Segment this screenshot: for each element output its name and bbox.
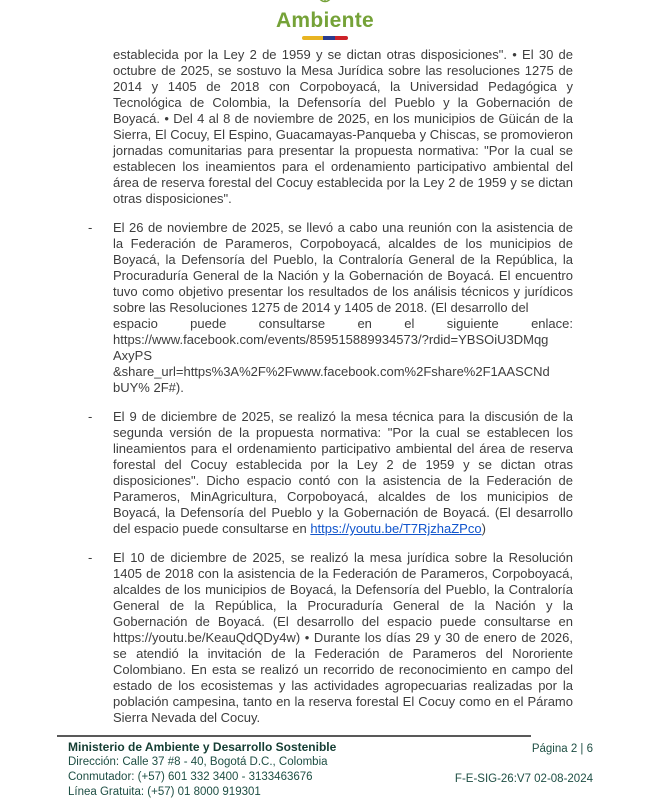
phone-line: Conmutador: (+57) 601 332 3400 - 3133463676: [68, 771, 313, 783]
list-item-november-26: [88, 220, 573, 396]
document-code: F-E-SIG-26:V7 02-08-2024: [454, 773, 593, 785]
paragraph-text-pre: El 9 de diciembre de 2025, se realizó la mesa técnica para la discusión de la segunda versión de la propuesta normativa: "Por la cual se establecen los lineamientos para el ordenamiento participativo ambiental del área de reserva forestal del Cocuy establecida por la Ley 2 de 1959 y se dictan otras disposiciones". Dicho espacio contó con la asistencia de la Federación de Parameros, MinAgricultura, Corpoboyacá, alcaldes de los municipios de Boyacá, la Defensoría del Pueblo y la Gobernación de Boyacá. (El desarrollo del espacio puede consultarse en: [113, 409, 573, 536]
youtube-link[interactable]: https://youtu.be/T7RjzhaZPco: [310, 521, 482, 536]
paragraph-text: El 26 de noviembre de 2025, se llevó a cabo una reunión con la asistencia de la Federación de Parameros, Corpoboyacá, alcaldes de los municipios de Boyacá, la Defensoría del Pueblo, la Contraloría General de la República, la Procuraduría General de la Nación y la Gobernación de Boyacá. El encuentro tuvo como objetivo presentar los resultados de los análisis técnicos y jurídicos sobre las Resoluciones 1275 de 2014 y 1405 de 2018. (El desarrollo del: [113, 220, 573, 315]
address-line: Dirección: Calle 37 #8 - 40, Bogotá D.C., Colombia: [68, 756, 328, 768]
bullet-dash-icon: -: [88, 409, 93, 424]
list-item-december-9: [88, 409, 573, 537]
paragraph-text: [113, 409, 573, 537]
paragraph-text: El 10 de diciembre de 2025, se realizó la mesa jurídica sobre la Resolución 1405 de 2018 con la asistencia de la Federación de Parameros, Corpoboyacá, alcaldes de los municipios de Boyacá, la Defensoría del Pueblo, la Contraloría General de la República, la Procuraduría General de la Nación y la Gobernación de Boyacá. (El desarrollo del espacio puede consultarse en https://youtu.be/KeauQdQDy4w) • Durante los días 29 y 30 de enero de 2026, se atendió la invitación de la Federación de Parameros del Nororiente Colombiano. En esta se realizó un recorrido de reconocimiento en campo del estado de los ecosistemas y las actividades agropecuarias realizadas por la población campesina, tanto en la reserva forestal El Cocuy como en el Páramo Sierra Nevada del Cocuy.: [113, 550, 573, 725]
ministry-name: Ministerio de Ambiente y Desarrollo Sostenible: [68, 740, 337, 754]
facebook-url-text-line-3: &share_url=https%3A%2F%2Fwww.facebook.com%2Fshare%2F1AASCNd: [113, 364, 550, 379]
document-body: [88, 47, 573, 726]
tree-emblem-icon: [0, 0, 650, 9]
footer-meta-block: [455, 742, 593, 787]
page-header: [0, 0, 650, 40]
facebook-url-text-line-2: AxyPS: [113, 348, 153, 363]
bullet-dash-icon: -: [88, 550, 93, 565]
paragraph-continuation: establecida por la Ley 2 de 1959 y se dictan otras disposiciones". • El 30 de octubre de 2025, se sostuvo la Mesa Jurídica sobre las resoluciones 1275 de 2014 y 1405 de 2018 con Corpoboyacá, la Universidad Pedagógica y Tecnológica de Colombia, la Defensoría del Pueblo y la Gobernación de Boyacá. • Del 4 al 8 de noviembre de 2025, en los municipios de Güicán de la Sierra, El Cocuy, El Espino, Guacamayas-Panqueba y Chiscas, se promovieron jornadas comunitarias para presentar la propuesta normativa: "Por la cual se establecen los ineamientos para el ordenamiento participativo ambiental del área de reserva forestal del Cocuy establecida por la Ley 2 de 1959 y se dictan otras disposiciones".: [113, 47, 573, 206]
flag-blue-segment: [323, 36, 336, 40]
footer-separator: [57, 735, 531, 737]
facebook-url-text-line-4: bUY% 2F#).: [113, 380, 184, 395]
paragraph-link-intro: espacio puede consultarse en el siguiente enlace:: [113, 316, 573, 331]
flag-yellow-segment: [302, 36, 323, 40]
flag-red-segment: [335, 36, 348, 40]
paragraph-text-post: ): [481, 521, 486, 536]
list-item-december-10: [88, 550, 573, 726]
colombia-flag-bar: [302, 36, 348, 40]
ambiente-wordmark: Ambiente: [275, 9, 375, 32]
tollfree-line: Línea Gratuita: (+57) 01 8000 919301: [68, 786, 261, 798]
bullet-dash-icon: -: [88, 220, 93, 235]
footer-contact-block: [68, 740, 336, 800]
facebook-url-text-line-1: https://www.facebook.com/events/859515889934573/?rdid=YBSOiU3DMqg: [113, 332, 549, 347]
page-number: Página 2 | 6: [531, 743, 593, 755]
